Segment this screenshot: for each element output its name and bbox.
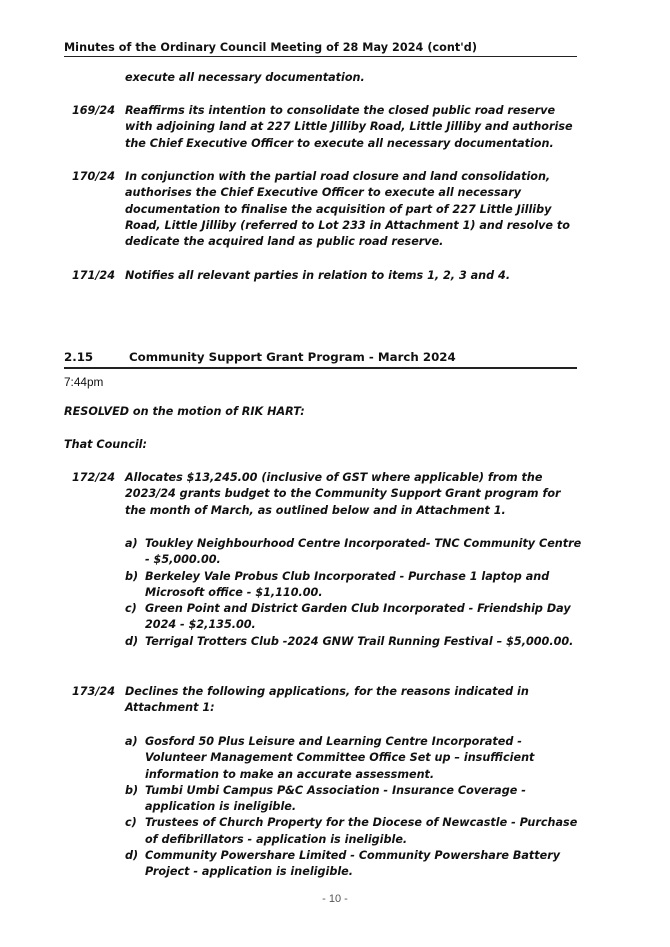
list-item: b) Tumbi Umbi Campus P&C Association - Insurance Coverage -application is ineligible. xyxy=(125,783,526,814)
list-item: c) Green Point and District Garden Club Incorporated - Friendship Day 2024 - $2,135.00. xyxy=(125,602,571,632)
section-number: 2.15 xyxy=(64,350,94,364)
list-item: a) Gosford 50 Plus Leisure and Learning Centre Incorporated - Volunteer Management Committee Office Set up – insufficient information to make an accurate assessment. xyxy=(125,735,535,781)
resolution-text: Allocates $13,245.00 (inclusive of GST where applicable) from the 2023/24 grants budget to the Community Support Grant program for the month of March, as outlined below and in Attachment 1. xyxy=(125,471,561,517)
resolution-text: Declines the following applications, for the reasons indicated in Attachment 1: xyxy=(125,685,529,715)
list-item: a) Toukley Neighbourhood Centre Incorporated- TNC Community Centre - $5,000.00. xyxy=(125,537,582,567)
resolution-171 xyxy=(64,268,584,284)
list-item: d) Community Powershare Limited - Community Powershare Battery Project - application is ineligible. xyxy=(125,849,561,879)
resolution-173 xyxy=(64,684,584,717)
list-item: c) Trustees of Church Property for the Diocese of Newcastle - Purchase of defibrillators - application is ineligible. xyxy=(125,816,578,846)
resolution-number: 171/24 xyxy=(71,269,115,282)
declined-list xyxy=(125,734,585,881)
meeting-time: 7:44pm xyxy=(64,375,104,389)
that-council: That Council: xyxy=(64,438,147,451)
resolution-text: In conjunction with the partial road closure and land consolidation, authorises the Chief Executive Officer to execute all necessary documentation to finalise the acquisition of part of 227 Little Jilliby Road, Little Jilliby (referred to Lot 233 in Attachment 1) and resolve to dedicate the acquired land as public road reserve. xyxy=(125,170,570,249)
running-header: Minutes of the Ordinary Council Meeting of 28 May 2024 (cont'd) xyxy=(64,41,478,54)
motion-text: RESOLVED on the motion of RIK HART: xyxy=(64,405,305,418)
resolution-170 xyxy=(64,169,584,250)
allocations-list xyxy=(125,536,585,650)
resolution-number: 172/24 xyxy=(71,471,115,484)
resolution-text: Reaffirms its intention to consolidate the closed public road reserve with adjoining land at 227 Little Jilliby Road, Little Jilliby and authorise the Chief Executive Officer to execute all necessary documentation. xyxy=(125,104,573,150)
resolution-number: 169/24 xyxy=(71,104,115,117)
section-rule xyxy=(64,367,577,369)
resolution-number: 173/24 xyxy=(71,685,115,698)
section-title: Community Support Grant Program - March 2024 xyxy=(129,350,456,364)
page-number: - 10 - xyxy=(322,893,348,905)
continuation-text: execute all necessary documentation. xyxy=(125,71,365,84)
resolution-172 xyxy=(64,470,584,519)
list-item: d) Terrigal Trotters Club -2024 GNW Trail Running Festival – $5,000.00. xyxy=(125,634,574,648)
resolution-number: 170/24 xyxy=(71,170,115,183)
list-item: b) Berkeley Vale Probus Club Incorporated - Purchase 1 laptop and Microsoft office - $1,110.00. xyxy=(125,569,550,599)
resolution-text: Notifies all relevant parties in relation to items 1, 2, 3 and 4. xyxy=(125,269,511,282)
resolution-169 xyxy=(64,103,584,152)
header-rule xyxy=(64,56,577,57)
